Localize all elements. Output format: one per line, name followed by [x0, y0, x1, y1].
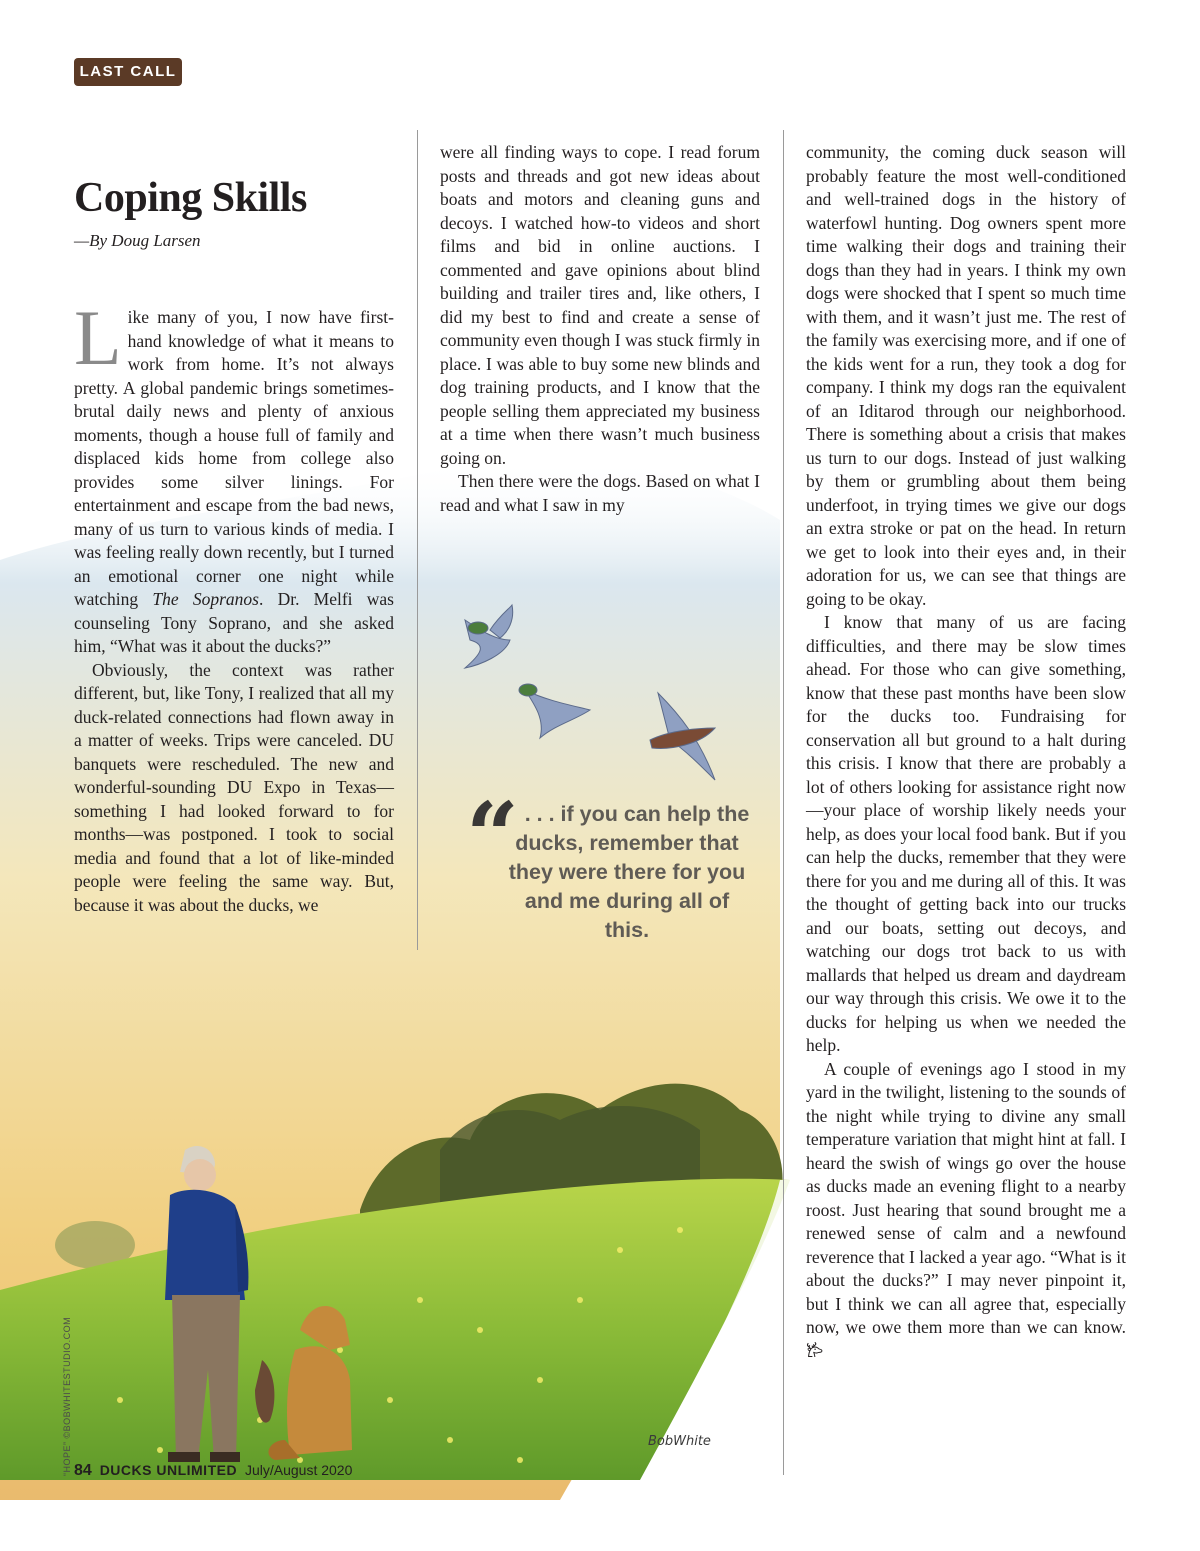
paragraph: Obviously, the context was rather different, but, like Tony, I realized that all my duck-related connections had flown away in a matter of weeks. Trips were canceled. DU banquets were rescheduled. The new and wonderful-sounding DU Expo in Texas—something I had looked forward to for months—was postponed. I took to social media and found that a lot of like-minded people were feeling the same way. But, because it was about the ducks, we [74, 659, 394, 915]
text-column-2 [440, 141, 760, 517]
column-divider [417, 130, 418, 950]
paragraph: I know that many of us are facing difficulties, and there may be slow times ahead. For those who can give something, know that these past months have been slow for the ducks too. Fundraising for conservation all but ground to a halt during this crisis. I know that there are probably a lot of others looking for assistance right now—your place of worship likely needs your help, as does your local food bank. But if you can help the ducks, remember that they were there for you and me during all of this. It was the thought of getting back into our trucks and our boats, setting out decoys, and watching our dogs trot back to us with mallards that helped us dream and daydream our way through this crisis. We owe it to the ducks for helping us when we needed the help. [806, 612, 1126, 1055]
text-column-1 [74, 294, 394, 917]
issue-date: July/August 2020 [244, 1462, 353, 1478]
paragraph: were all finding ways to cope. I read forum posts and threads and got new ideas about boats and motors and cleaning guns and decoys. I watched how-to videos and short films and bid in online auctions. I commented and gave opinions about blind building and trailer tires and, like others, I did my best to find and create a sense of community even though I was stuck firmly in place. I was able to buy some new blinds and dog training products, and I know that the people selling them appreciated my business at a time when there wasn’t much business going on. [440, 142, 760, 468]
pull-quote: . . . if you can help the ducks, remember that they were there for you and me during all of this. [508, 802, 750, 942]
quote-mark-icon: “ [466, 782, 519, 890]
paragraph: community, the coming duck season will probably feature the most well-conditioned and well-trained dogs in the history of waterfowl hunting. Dog owners spent more time walking their dogs and training their dogs than they had in years. I think my own dogs were shocked that I spent so much time with them, and it wasn’t just me. The rest of the family was exercising more, and if one of the kids went for a run, they took a dog for company. I think my dogs ran the equivalent of an Iditarod through our neighborhood. There is something about a crisis that makes us turn to our dogs. Instead of just walking by them or grumbling about them being underfoot, in trying times we give our dogs an extra stroke or pat on the head. In return we get to look into their eyes and, in their adoration for us, we can see that things are going to be okay. [806, 142, 1126, 609]
page-footer [74, 1462, 352, 1480]
section-tag: LAST CALL [74, 58, 182, 86]
drop-cap: L [74, 294, 122, 381]
column-divider [783, 130, 784, 1475]
show-title: The Sopranos [152, 589, 259, 609]
page-number: 84 [74, 1462, 92, 1479]
artist-signature: BobWhite [648, 1434, 711, 1449]
duck-end-mark-icon: 𐂂 [806, 1343, 824, 1361]
paragraph: A couple of evenings ago I stood in my yard in the twilight, listening to the sounds of the night while trying to divine any small temperature variation that might hint at fall. I heard the swish of wings go over the house as ducks made an evening flight to a nearby roost. Just hearing that sound brought me a renewed sense of calm and a newfound reverence that I lacked a year ago. “What is it about the ducks?” I may never pinpoint it, but I think we can all agree that, especially now, we owe them more than we can know. 𐂂 [806, 1058, 1126, 1361]
article-title: Coping Skills [74, 175, 307, 221]
paragraph: Like many of you, I now have first-hand knowledge of what it means to work from home. It’s not always pretty. A global pandemic brings sometimes-brutal daily news and plenty of anxious moments, though a house full of family and displaced kids home from college also provides some silver linings. For entertainment and escape from the bad news, many of us turn to various kinds of media. I was feeling really down recently, but I turned an emotional corner one night while watching The Sopranos. Dr. Melfi was counseling Tony Soprano, and she asked him, “What was it about the ducks?” [74, 294, 394, 656]
paragraph: Then there were the dogs. Based on what I read and what I saw in my [440, 471, 760, 515]
text-column-3 [806, 141, 1126, 1364]
byline: —By Doug Larsen [74, 231, 201, 250]
magazine-name: DUCKS UNLIMITED [99, 1462, 238, 1478]
illustration-credit: “HOPE” ©BOBWHITESTUDIO.COM [62, 1316, 72, 1476]
